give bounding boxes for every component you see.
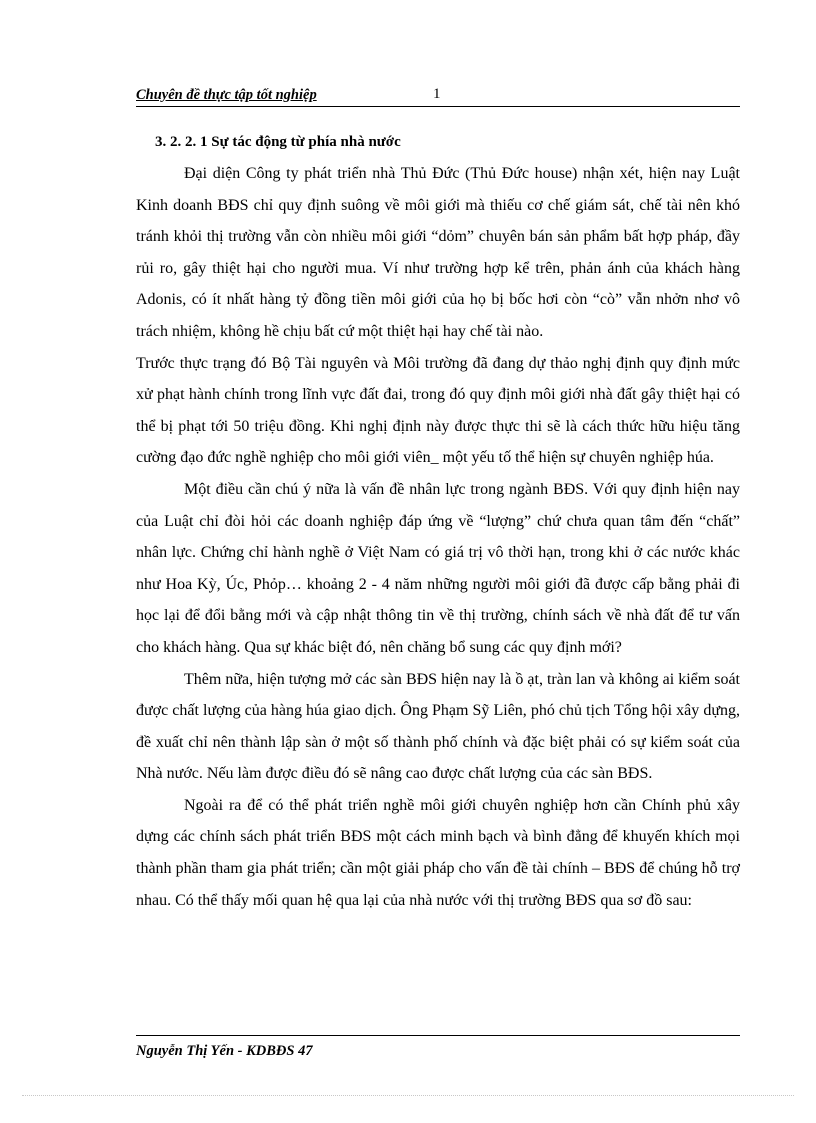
footer-author: Nguyễn Thị Yến - KDBĐS 47 [136, 1043, 313, 1059]
section-heading: 3. 2. 2. 1 Sự tác động từ phía nhà nước [155, 134, 401, 150]
paragraph-4: Thêm nữa, hiện tượng mở các sàn BĐS hiện nay là ồ ạt, tràn lan và không ai kiểm soát được chất lượng của hàng húa giao dịch. Ông Phạm Sỹ Liên, phó chủ tịch Tổng hội xây dựng, đề xuất chỉ nên thành lập sàn ở một số thành phố chính và đặc biệt phải có sự kiểm soát của Nhà nước. Nếu làm được điều đó sẽ nâng cao được chất lượng của các sàn BĐS. [136, 670, 740, 783]
page-number: 1 [433, 86, 441, 102]
paragraph-2: Trước thực trạng đó Bộ Tài nguyên và Môi trường đã đang dự thảo nghị định quy định mức xử phạt hành chính trong lĩnh vực đất đai, trong đó quy định môi giới nhà đất gây thiệt hại có thể bị phạt tới 50 triệu đồng. Khi nghị định này được thực thi sẽ là cách thức hữu hiệu tăng cường đạo đức nghề nghiệp cho môi giới viên_ một yếu tố thể hiện sự chuyên nghiệp húa. [136, 354, 740, 467]
paragraph-3: Một điều cần chú ý nữa là vấn đề nhân lực trong ngành BĐS. Với quy định hiện nay của Luật chỉ đòi hỏi các doanh nghiệp đáp ứng về “lượng” chứ chưa quan tâm đến “chất” nhân lực. Chứng chỉ hành nghề ở Việt Nam có giá trị vô thời hạn, trong khi ở các nước khác như Hoa Kỳ, Úc, Phỏp… khoảng 2 - 4 năm những người môi giới đã được cấp bằng phải đi học lại để đổi bằng mới và cập nhật thông tin về thị trường, chính sách về nhà đất để tư vấn cho khách hàng. Qua sự khác biệt đó, nên chăng bổ sung các quy định mới? [136, 480, 740, 656]
footer-divider [136, 1035, 740, 1036]
page-bottom-edge [22, 1095, 794, 1096]
paragraph-5: Ngoài ra để có thể phát triển nghề môi giới chuyên nghiệp hơn cần Chính phủ xây dựng các chính sách phát triển BĐS một cách minh bạch và bình đẳng để khuyến khích mọi thành phần tham gia phát triển; cần một giải pháp cho vấn đề tài chính – BĐS để chúng hỗ trợ nhau. Có thể thấy mối quan hệ qua lại của nhà nước với thị trường BĐS qua sơ đồ sau: [136, 796, 740, 909]
paragraph-1: Đại diện Công ty phát triển nhà Thủ Đức (Thủ Đức house) nhận xét, hiện nay Luật Kinh doanh BĐS chỉ quy định suông về môi giới mà thiếu cơ chế giám sát, chế tài nên khó tránh khỏi thị trường vẫn còn nhiều môi giới “dỏm” chuyên bán sản phẩm bất hợp pháp, đầy rủi ro, gây thiệt hại cho người mua. Ví như trường hợp kể trên, phản ánh của khách hàng Adonis, có ít nhất hàng tỷ đồng tiền môi giới của họ bị bốc hơi còn “cò” vẫn nhởn nhơ vô trách nhiệm, không hề chịu bất cứ một thiệt hại hay chế tài nào. [136, 165, 740, 340]
header-title: Chuyên đề thực tập tốt nghiệp [136, 87, 317, 103]
body-text [136, 158, 740, 916]
page-header [136, 84, 740, 107]
